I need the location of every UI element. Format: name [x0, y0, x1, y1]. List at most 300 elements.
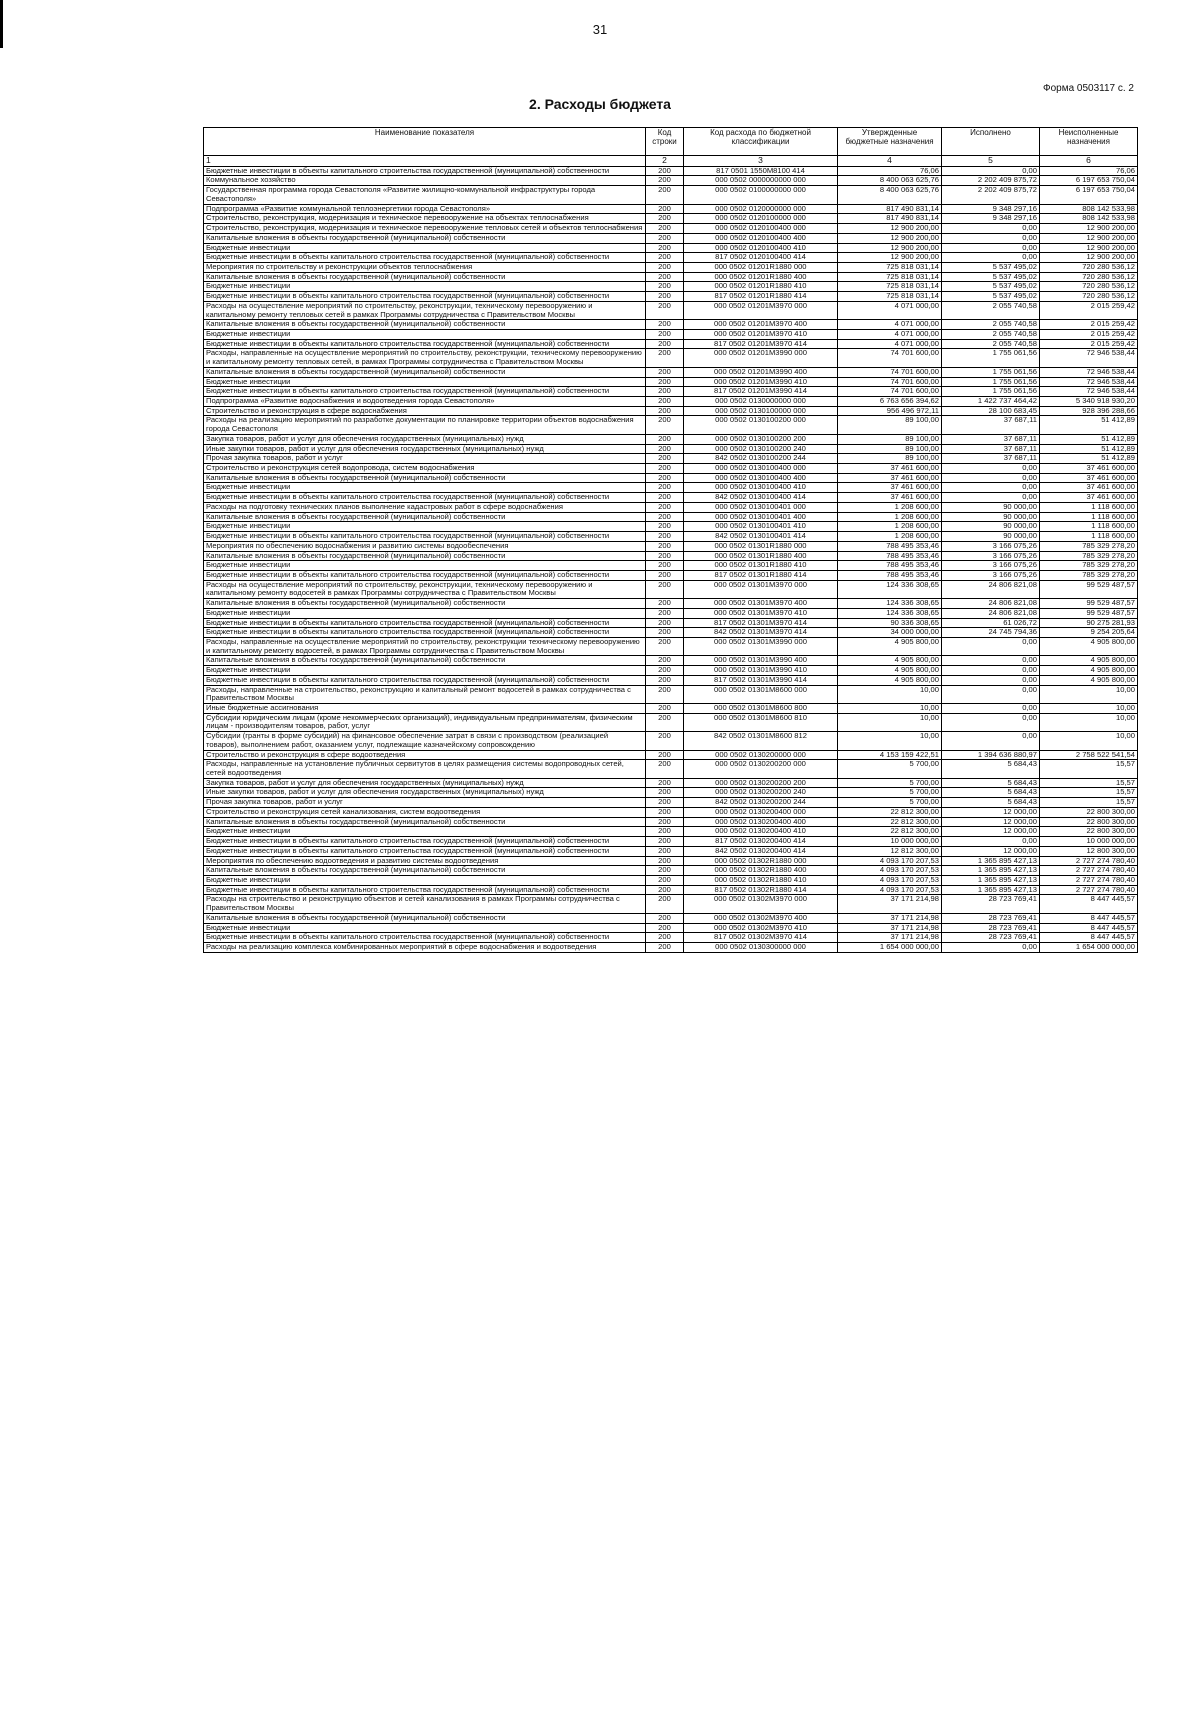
indicator-name-cell: Бюджетные инвестиции — [204, 483, 646, 493]
approved-amount-cell: 788 495 353,46 — [838, 570, 942, 580]
classification-code-cell: 000 0502 01201R1880 000 — [684, 262, 838, 272]
indicator-name-cell: Бюджетные инвестиции в объекты капитального строительства государственной (муниципальной) собственности — [204, 292, 646, 302]
line-code-cell: 200 — [646, 875, 684, 885]
classification-code-cell: 000 0502 01301М8600 000 — [684, 685, 838, 703]
indicator-name-cell: Строительство и реконструкция в сфере водоотведения — [204, 750, 646, 760]
approved-amount-cell: 37 461 600,00 — [838, 473, 942, 483]
unexecuted-amount-cell: 1 654 000 000,00 — [1040, 942, 1138, 952]
line-code-cell: 200 — [646, 282, 684, 292]
indicator-name-cell: Подпрограмма «Развитие водоснабжения и водоотведения города Севастополя» — [204, 397, 646, 407]
executed-amount-cell: 2 055 740,58 — [942, 320, 1040, 330]
column-number: 3 — [684, 156, 838, 167]
classification-code-cell: 842 0502 0130100401 414 — [684, 532, 838, 542]
indicator-name-cell: Расходы на реализацию комплекса комбинированных мероприятий в сфере водоснабжения и водоотведения — [204, 942, 646, 952]
unexecuted-amount-cell: 928 396 288,66 — [1040, 406, 1138, 416]
approved-amount-cell: 4 071 000,00 — [838, 301, 942, 319]
approved-amount-cell: 5 700,00 — [838, 798, 942, 808]
classification-code-cell: 000 0502 01301R1880 000 — [684, 541, 838, 551]
executed-amount-cell: 0,00 — [942, 493, 1040, 503]
line-code-cell: 200 — [646, 675, 684, 685]
indicator-name-cell: Иные бюджетные ассигнования — [204, 704, 646, 714]
indicator-name-cell: Бюджетные инвестиции в объекты капитального строительства государственной (муниципальной) собственности — [204, 846, 646, 856]
classification-code-cell: 000 0502 0130200000 000 — [684, 750, 838, 760]
unexecuted-amount-cell: 10,00 — [1040, 704, 1138, 714]
unexecuted-amount-cell: 1 118 600,00 — [1040, 522, 1138, 532]
unexecuted-amount-cell: 37 461 600,00 — [1040, 464, 1138, 474]
classification-code-cell: 842 0502 0130100200 244 — [684, 454, 838, 464]
executed-amount-cell: 1 422 737 464,42 — [942, 397, 1040, 407]
line-code-cell: 200 — [646, 253, 684, 263]
unexecuted-amount-cell: 6 197 653 750,04 — [1040, 186, 1138, 204]
line-code-cell: 200 — [646, 397, 684, 407]
unexecuted-amount-cell: 22 800 300,00 — [1040, 807, 1138, 817]
line-code-cell: 200 — [646, 923, 684, 933]
line-code-cell: 200 — [646, 532, 684, 542]
indicator-name-cell: Бюджетные инвестиции — [204, 377, 646, 387]
indicator-name-cell: Капитальные вложения в объекты государственной (муниципальной) собственности — [204, 512, 646, 522]
line-code-cell: 200 — [646, 760, 684, 778]
line-code-cell: 200 — [646, 599, 684, 609]
line-code-cell: 200 — [646, 837, 684, 847]
approved-amount-cell: 22 812 300,00 — [838, 817, 942, 827]
line-code-cell: 200 — [646, 493, 684, 503]
approved-amount-cell: 124 336 308,65 — [838, 599, 942, 609]
approved-amount-cell: 89 100,00 — [838, 434, 942, 444]
executed-amount-cell: 1 365 895 427,13 — [942, 866, 1040, 876]
unexecuted-amount-cell: 2 758 522 541,54 — [1040, 750, 1138, 760]
indicator-name-cell: Бюджетные инвестиции — [204, 522, 646, 532]
classification-code-cell: 817 0502 0120100400 414 — [684, 253, 838, 263]
classification-code-cell: 000 0502 0130200400 000 — [684, 807, 838, 817]
indicator-name-cell: Расходы на строительство и реконструкцию объектов и сетей канализования в рамках Программы сотрудничества с Правительством Москвы — [204, 895, 646, 913]
executed-amount-cell: 2 202 409 875,72 — [942, 176, 1040, 186]
unexecuted-amount-cell: 720 280 536,12 — [1040, 292, 1138, 302]
approved-amount-cell: 10,00 — [838, 732, 942, 750]
indicator-name-cell: Капитальные вложения в объекты государственной (муниципальной) собственности — [204, 367, 646, 377]
table-row — [204, 434, 1138, 444]
unexecuted-amount-cell: 2 015 259,42 — [1040, 339, 1138, 349]
unexecuted-amount-cell: 1 118 600,00 — [1040, 512, 1138, 522]
executed-amount-cell: 2 202 409 875,72 — [942, 186, 1040, 204]
executed-amount-cell: 37 687,11 — [942, 454, 1040, 464]
approved-amount-cell: 22 812 300,00 — [838, 827, 942, 837]
indicator-name-cell: Закупка товаров, работ и услуг для обеспечения государственных (муниципальных) нужд — [204, 778, 646, 788]
approved-amount-cell: 4 905 800,00 — [838, 637, 942, 655]
approved-amount-cell: 725 818 031,14 — [838, 272, 942, 282]
table-row — [204, 846, 1138, 856]
indicator-name-cell: Бюджетные инвестиции — [204, 827, 646, 837]
classification-code-cell: 842 0502 0130100400 414 — [684, 493, 838, 503]
column-number: 5 — [942, 156, 1040, 167]
approved-amount-cell: 4 905 800,00 — [838, 675, 942, 685]
line-code-cell: 200 — [646, 214, 684, 224]
indicator-name-cell: Капитальные вложения в объекты государственной (муниципальной) собственности — [204, 320, 646, 330]
executed-amount-cell: 12 000,00 — [942, 807, 1040, 817]
classification-code-cell: 000 0502 0130100400 400 — [684, 473, 838, 483]
unexecuted-amount-cell: 12 900 200,00 — [1040, 253, 1138, 263]
column-number: 4 — [838, 156, 942, 167]
line-code-cell: 200 — [646, 561, 684, 571]
executed-amount-cell: 1 755 061,56 — [942, 377, 1040, 387]
indicator-name-cell: Субсидии (гранты в форме субсидий) на финансовое обеспечение затрат в связи с производством (реализацией товаров), выполнением работ, оказанием услуг, подлежащие казначейскому сопровождению — [204, 732, 646, 750]
approved-amount-cell: 788 495 353,46 — [838, 541, 942, 551]
indicator-name-cell: Мероприятия по обеспечению водоотведения и развитию системы водоотведения — [204, 856, 646, 866]
column-number: 6 — [1040, 156, 1138, 167]
classification-code-cell: 000 0502 0130300000 000 — [684, 942, 838, 952]
approved-amount-cell: 4 071 000,00 — [838, 320, 942, 330]
table-row — [204, 837, 1138, 847]
executed-amount-cell: 37 687,11 — [942, 444, 1040, 454]
line-code-cell: 200 — [646, 444, 684, 454]
table-row — [204, 493, 1138, 503]
table-row — [204, 541, 1138, 551]
indicator-name-cell: Строительство и реконструкция сетей канализования, систем водоотведения — [204, 807, 646, 817]
classification-code-cell: 000 0502 01302R1880 000 — [684, 856, 838, 866]
executed-amount-cell: 0,00 — [942, 685, 1040, 703]
unexecuted-amount-cell: 2 727 274 780,40 — [1040, 856, 1138, 866]
unexecuted-amount-cell: 8 447 445,57 — [1040, 933, 1138, 943]
indicator-name-cell: Расходы, направленные на осуществление мероприятий по строительству, реконструкции, техническому перевооружению и капитальному ремонту тепловых сетей, в рамках Программы сотрудничества с Правительством Москвы — [204, 349, 646, 367]
classification-code-cell: 000 0502 01201М3970 400 — [684, 320, 838, 330]
executed-amount-cell: 90 000,00 — [942, 502, 1040, 512]
executed-amount-cell: 28 100 683,45 — [942, 406, 1040, 416]
approved-amount-cell: 22 812 300,00 — [838, 807, 942, 817]
table-row — [204, 532, 1138, 542]
classification-code-cell: 000 0502 01302М3970 410 — [684, 923, 838, 933]
column-header: Утвержденные бюджетные назначения — [838, 128, 942, 156]
classification-code-cell: 000 0502 01201М3990 000 — [684, 349, 838, 367]
classification-code-cell: 000 0502 0130200200 240 — [684, 788, 838, 798]
unexecuted-amount-cell: 72 946 538,44 — [1040, 367, 1138, 377]
table-row — [204, 666, 1138, 676]
indicator-name-cell: Капитальные вложения в объекты государственной (муниципальной) собственности — [204, 599, 646, 609]
unexecuted-amount-cell: 15,57 — [1040, 798, 1138, 808]
line-code-cell: 200 — [646, 186, 684, 204]
approved-amount-cell: 74 701 600,00 — [838, 367, 942, 377]
executed-amount-cell: 3 166 075,26 — [942, 551, 1040, 561]
indicator-name-cell: Расходы, направленные на строительство, реконструкцию и капитальный ремонт водосетей в рамках сотрудничества с Правительством Москвы — [204, 685, 646, 703]
classification-code-cell: 000 0502 01301М3990 000 — [684, 637, 838, 655]
line-code-cell: 200 — [646, 856, 684, 866]
unexecuted-amount-cell: 2 727 274 780,40 — [1040, 875, 1138, 885]
unexecuted-amount-cell: 785 329 278,20 — [1040, 570, 1138, 580]
line-code-cell: 200 — [646, 580, 684, 598]
line-code-cell: 200 — [646, 704, 684, 714]
unexecuted-amount-cell: 2 727 274 780,40 — [1040, 866, 1138, 876]
classification-code-cell: 000 0502 0120100000 000 — [684, 214, 838, 224]
unexecuted-amount-cell: 785 329 278,20 — [1040, 561, 1138, 571]
line-code-cell: 200 — [646, 483, 684, 493]
classification-code-cell: 817 0502 01301М3970 414 — [684, 618, 838, 628]
line-code-cell: 200 — [646, 637, 684, 655]
executed-amount-cell: 0,00 — [942, 837, 1040, 847]
approved-amount-cell: 10,00 — [838, 713, 942, 731]
executed-amount-cell: 0,00 — [942, 942, 1040, 952]
section-title: 2. Расходы бюджета — [529, 96, 671, 112]
table-row — [204, 713, 1138, 731]
unexecuted-amount-cell: 37 461 600,00 — [1040, 473, 1138, 483]
classification-code-cell: 000 0502 0130200400 400 — [684, 817, 838, 827]
approved-amount-cell: 4 093 170 207,53 — [838, 866, 942, 876]
table-row — [204, 637, 1138, 655]
table-row — [204, 561, 1138, 571]
line-code-cell: 200 — [646, 502, 684, 512]
line-code-cell: 200 — [646, 166, 684, 176]
line-code-cell: 200 — [646, 262, 684, 272]
line-code-cell: 200 — [646, 885, 684, 895]
line-code-cell: 200 — [646, 406, 684, 416]
executed-amount-cell: 2 055 740,58 — [942, 339, 1040, 349]
approved-amount-cell: 76,06 — [838, 166, 942, 176]
line-code-cell: 200 — [646, 473, 684, 483]
executed-amount-cell: 37 687,11 — [942, 434, 1040, 444]
column-header: Неисполненные назначения — [1040, 128, 1138, 156]
unexecuted-amount-cell: 12 900 200,00 — [1040, 233, 1138, 243]
classification-code-cell: 000 0502 01201R1880 410 — [684, 282, 838, 292]
executed-amount-cell: 0,00 — [942, 166, 1040, 176]
approved-amount-cell: 1 208 600,00 — [838, 532, 942, 542]
line-code-cell: 200 — [646, 522, 684, 532]
approved-amount-cell: 90 336 308,65 — [838, 618, 942, 628]
classification-code-cell: 000 0502 0130100401 000 — [684, 502, 838, 512]
classification-code-cell: 000 0502 01301R1880 400 — [684, 551, 838, 561]
executed-amount-cell: 0,00 — [942, 483, 1040, 493]
unexecuted-amount-cell: 99 529 487,57 — [1040, 580, 1138, 598]
unexecuted-amount-cell: 2 015 259,42 — [1040, 301, 1138, 319]
line-code-cell: 200 — [646, 750, 684, 760]
executed-amount-cell: 28 723 769,41 — [942, 933, 1040, 943]
classification-code-cell: 000 0502 0120100400 000 — [684, 224, 838, 234]
classification-code-cell: 000 0502 01301М3970 000 — [684, 580, 838, 598]
unexecuted-amount-cell: 5 340 918 930,20 — [1040, 397, 1138, 407]
approved-amount-cell: 12 900 200,00 — [838, 253, 942, 263]
indicator-name-cell: Иные закупки товаров, работ и услуг для обеспечения государственных (муниципальных) нужд — [204, 444, 646, 454]
approved-amount-cell: 12 900 200,00 — [838, 243, 942, 253]
indicator-name-cell: Прочая закупка товаров, работ и услуг — [204, 798, 646, 808]
approved-amount-cell: 4 905 800,00 — [838, 666, 942, 676]
classification-code-cell: 842 0502 0130200200 244 — [684, 798, 838, 808]
classification-code-cell: 000 0502 0130100400 000 — [684, 464, 838, 474]
indicator-name-cell: Бюджетные инвестиции в объекты капитального строительства государственной (муниципальной) собственности — [204, 570, 646, 580]
line-code-cell: 200 — [646, 942, 684, 952]
approved-amount-cell: 8 400 063 625,76 — [838, 186, 942, 204]
indicator-name-cell: Бюджетные инвестиции — [204, 561, 646, 571]
executed-amount-cell: 28 723 769,41 — [942, 913, 1040, 923]
approved-amount-cell: 12 900 200,00 — [838, 224, 942, 234]
classification-code-cell: 817 0502 01301R1880 414 — [684, 570, 838, 580]
table-row — [204, 416, 1138, 434]
executed-amount-cell: 1 755 061,56 — [942, 367, 1040, 377]
indicator-name-cell: Капитальные вложения в объекты государственной (муниципальной) собственности — [204, 272, 646, 282]
approved-amount-cell: 34 000 000,00 — [838, 628, 942, 638]
indicator-name-cell: Бюджетные инвестиции в объекты капитального строительства государственной (муниципальной) собственности — [204, 253, 646, 263]
line-code-cell: 200 — [646, 367, 684, 377]
executed-amount-cell: 0,00 — [942, 732, 1040, 750]
classification-code-cell: 817 0502 0130200400 414 — [684, 837, 838, 847]
executed-amount-cell: 0,00 — [942, 224, 1040, 234]
table-row — [204, 608, 1138, 618]
indicator-name-cell: Капитальные вложения в объекты государственной (муниципальной) собственности — [204, 817, 646, 827]
line-code-cell: 200 — [646, 377, 684, 387]
indicator-name-cell: Бюджетные инвестиции в объекты капитального строительства государственной (муниципальной) собственности — [204, 387, 646, 397]
approved-amount-cell: 12 812 300,00 — [838, 846, 942, 856]
indicator-name-cell: Расходы, направленные на осуществление мероприятий по строительству, реконструкции техническому перевооружению и капитальному ремонту водосетей, в рамках Программы сотрудничества с Правительством Москвы — [204, 637, 646, 655]
unexecuted-amount-cell: 4 905 800,00 — [1040, 637, 1138, 655]
approved-amount-cell: 817 490 831,14 — [838, 214, 942, 224]
line-code-cell: 200 — [646, 628, 684, 638]
unexecuted-amount-cell: 2 015 259,42 — [1040, 320, 1138, 330]
indicator-name-cell: Иные закупки товаров, работ и услуг для обеспечения государственных (муниципальных) нужд — [204, 788, 646, 798]
line-code-cell: 200 — [646, 685, 684, 703]
approved-amount-cell: 10,00 — [838, 704, 942, 714]
line-code-cell: 200 — [646, 292, 684, 302]
line-code-cell: 200 — [646, 349, 684, 367]
unexecuted-amount-cell: 10,00 — [1040, 685, 1138, 703]
executed-amount-cell: 24 806 821,08 — [942, 608, 1040, 618]
table-row — [204, 704, 1138, 714]
unexecuted-amount-cell: 12 800 300,00 — [1040, 846, 1138, 856]
classification-code-cell: 000 0502 01201М3990 400 — [684, 367, 838, 377]
classification-code-cell: 000 0502 01301М8600 800 — [684, 704, 838, 714]
table-row — [204, 760, 1138, 778]
unexecuted-amount-cell: 9 254 205,64 — [1040, 628, 1138, 638]
indicator-name-cell: Бюджетные инвестиции в объекты капитального строительства государственной (муниципальной) собственности — [204, 933, 646, 943]
unexecuted-amount-cell: 4 905 800,00 — [1040, 656, 1138, 666]
executed-amount-cell: 5 684,43 — [942, 760, 1040, 778]
approved-amount-cell: 4 093 170 207,53 — [838, 856, 942, 866]
classification-code-cell: 000 0502 01302М3970 000 — [684, 895, 838, 913]
classification-code-cell: 000 0502 0130100200 200 — [684, 434, 838, 444]
approved-amount-cell: 6 763 656 394,62 — [838, 397, 942, 407]
executed-amount-cell: 0,00 — [942, 656, 1040, 666]
indicator-name-cell: Бюджетные инвестиции в объекты капитального строительства государственной (муниципальной) собственности — [204, 885, 646, 895]
approved-amount-cell: 37 461 600,00 — [838, 493, 942, 503]
line-code-cell: 200 — [646, 732, 684, 750]
approved-amount-cell: 89 100,00 — [838, 416, 942, 434]
approved-amount-cell: 37 171 214,98 — [838, 895, 942, 913]
line-code-cell: 200 — [646, 329, 684, 339]
indicator-name-cell: Бюджетные инвестиции в объекты капитального строительства государственной (муниципальной) собственности — [204, 618, 646, 628]
executed-amount-cell: 12 000,00 — [942, 846, 1040, 856]
classification-code-cell: 000 0502 01201М3970 410 — [684, 329, 838, 339]
line-code-cell: 200 — [646, 243, 684, 253]
executed-amount-cell: 37 687,11 — [942, 416, 1040, 434]
unexecuted-amount-cell: 6 197 653 750,04 — [1040, 176, 1138, 186]
line-code-cell: 200 — [646, 570, 684, 580]
indicator-name-cell: Бюджетные инвестиции — [204, 329, 646, 339]
approved-amount-cell: 10,00 — [838, 685, 942, 703]
line-code-cell: 200 — [646, 541, 684, 551]
classification-code-cell: 000 0502 0130100401 400 — [684, 512, 838, 522]
indicator-name-cell: Капитальные вложения в объекты государственной (муниципальной) собственности — [204, 866, 646, 876]
line-code-cell: 200 — [646, 656, 684, 666]
line-code-cell: 200 — [646, 913, 684, 923]
executed-amount-cell: 0,00 — [942, 473, 1040, 483]
unexecuted-amount-cell: 785 329 278,20 — [1040, 541, 1138, 551]
approved-amount-cell: 124 336 308,65 — [838, 580, 942, 598]
unexecuted-amount-cell: 99 529 487,57 — [1040, 608, 1138, 618]
unexecuted-amount-cell: 720 280 536,12 — [1040, 282, 1138, 292]
line-code-cell: 200 — [646, 416, 684, 434]
classification-code-cell: 817 0502 01201М3990 414 — [684, 387, 838, 397]
approved-amount-cell: 5 700,00 — [838, 760, 942, 778]
indicator-name-cell: Бюджетные инвестиции — [204, 666, 646, 676]
classification-code-cell: 000 0502 01201М3970 000 — [684, 301, 838, 319]
unexecuted-amount-cell: 15,57 — [1040, 760, 1138, 778]
table-row — [204, 913, 1138, 923]
approved-amount-cell: 725 818 031,14 — [838, 262, 942, 272]
unexecuted-amount-cell: 1 118 600,00 — [1040, 502, 1138, 512]
classification-code-cell: 000 0502 0000000000 000 — [684, 176, 838, 186]
approved-amount-cell: 1 654 000 000,00 — [838, 942, 942, 952]
indicator-name-cell: Строительство и реконструкция сетей водопровода, систем водоснабжения — [204, 464, 646, 474]
executed-amount-cell: 0,00 — [942, 464, 1040, 474]
line-code-cell: 200 — [646, 608, 684, 618]
approved-amount-cell: 74 701 600,00 — [838, 349, 942, 367]
table-row — [204, 464, 1138, 474]
executed-amount-cell: 0,00 — [942, 666, 1040, 676]
line-code-cell: 200 — [646, 933, 684, 943]
executed-amount-cell: 1 755 061,56 — [942, 387, 1040, 397]
classification-code-cell: 000 0502 0130100200 240 — [684, 444, 838, 454]
classification-code-cell: 817 0502 01302R1880 414 — [684, 885, 838, 895]
executed-amount-cell: 1 365 895 427,13 — [942, 856, 1040, 866]
table-row — [204, 580, 1138, 598]
line-code-cell: 200 — [646, 778, 684, 788]
executed-amount-cell: 0,00 — [942, 675, 1040, 685]
unexecuted-amount-cell: 8 447 445,57 — [1040, 913, 1138, 923]
executed-amount-cell: 1 755 061,56 — [942, 349, 1040, 367]
classification-code-cell: 000 0502 0130100200 000 — [684, 416, 838, 434]
unexecuted-amount-cell: 10 000 000,00 — [1040, 837, 1138, 847]
budget-expenses-table — [203, 127, 1138, 953]
unexecuted-amount-cell: 720 280 536,12 — [1040, 272, 1138, 282]
indicator-name-cell: Бюджетные инвестиции — [204, 243, 646, 253]
classification-code-cell: 817 0501 1550М8100 414 — [684, 166, 838, 176]
line-code-cell: 200 — [646, 788, 684, 798]
unexecuted-amount-cell: 90 275 281,93 — [1040, 618, 1138, 628]
indicator-name-cell: Прочая закупка товаров, работ и услуг — [204, 454, 646, 464]
indicator-name-cell: Бюджетные инвестиции — [204, 608, 646, 618]
classification-code-cell: 000 0502 0130200200 200 — [684, 778, 838, 788]
approved-amount-cell: 956 496 972,11 — [838, 406, 942, 416]
indicator-name-cell: Бюджетные инвестиции в объекты капитального строительства государственной (муниципальной) собственности — [204, 628, 646, 638]
table-row — [204, 599, 1138, 609]
classification-code-cell: 000 0502 01301М3970 400 — [684, 599, 838, 609]
line-code-cell: 200 — [646, 454, 684, 464]
line-code-cell: 200 — [646, 464, 684, 474]
indicator-name-cell: Бюджетные инвестиции в объекты капитального строительства государственной (муниципальной) собственности — [204, 493, 646, 503]
line-code-cell: 200 — [646, 866, 684, 876]
unexecuted-amount-cell: 720 280 536,12 — [1040, 262, 1138, 272]
column-header: Код расхода по бюджетной классификации — [684, 128, 838, 156]
table-row — [204, 798, 1138, 808]
table-row — [204, 502, 1138, 512]
table-row — [204, 570, 1138, 580]
table-row — [204, 685, 1138, 703]
unexecuted-amount-cell: 15,57 — [1040, 778, 1138, 788]
executed-amount-cell: 24 806 821,08 — [942, 580, 1040, 598]
executed-amount-cell: 5 684,43 — [942, 798, 1040, 808]
approved-amount-cell: 5 700,00 — [838, 778, 942, 788]
line-code-cell: 200 — [646, 272, 684, 282]
indicator-name-cell: Бюджетные инвестиции в объекты капитального строительства государственной (муниципальной) собственности — [204, 339, 646, 349]
unexecuted-amount-cell: 51 412,89 — [1040, 454, 1138, 464]
indicator-name-cell: Закупка товаров, работ и услуг для обеспечения государственных (муниципальных) нужд — [204, 434, 646, 444]
column-header: Код строки — [646, 128, 684, 156]
unexecuted-amount-cell: 10,00 — [1040, 732, 1138, 750]
unexecuted-amount-cell: 51 412,89 — [1040, 416, 1138, 434]
